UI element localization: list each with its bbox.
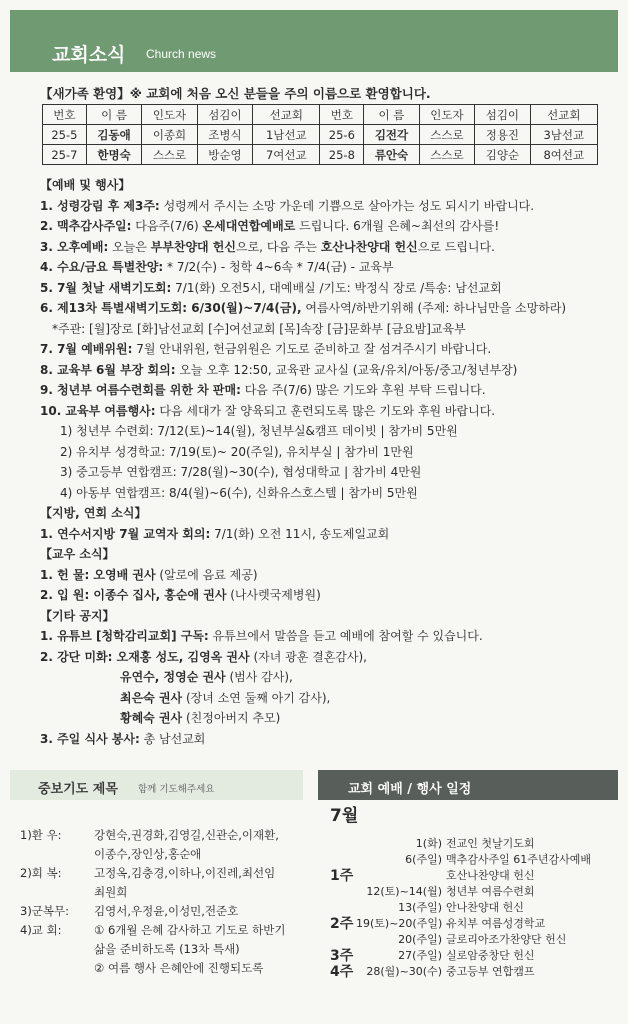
newcomers-heading: 【새가족 환영】※ 교회에 처음 오신 분들을 주의 이름으로 환영합니다. — [40, 86, 431, 101]
announcement-item — [40, 565, 615, 586]
table-cell: 3남선교 — [530, 125, 597, 145]
prayer-text: 김영서,우정윤,이성민,전준호 — [94, 904, 239, 918]
announcement-item — [40, 380, 615, 401]
table-cell: 1남선교 — [253, 125, 320, 145]
schedule-date: 13(주일) — [398, 901, 442, 914]
schedule-list — [330, 808, 620, 980]
schedule-row — [330, 868, 620, 884]
prayer-subtitle: 함께 기도해주세요 — [138, 784, 215, 795]
schedule-row — [330, 836, 620, 852]
schedule-week: 4주 — [330, 964, 354, 980]
column-header: 섬김이 — [475, 105, 530, 125]
prayer-text: ① 6개월 은혜 감사하고 기도로 하반기 — [94, 923, 286, 937]
prayer-text: 고정옥,김충경,이하나,이진레,최선임 — [94, 866, 276, 880]
announcement-item — [40, 729, 615, 750]
table-cell: 스스로 — [142, 145, 197, 165]
item-text: 2) 유치부 성경학교: 7/19(토)~ 20(주일), 유치부실 | 참가비 1만원 — [60, 444, 414, 459]
table-cell: 7여선교 — [253, 145, 320, 165]
item-emphasis: 7. 7월 예배위원: — [40, 342, 133, 356]
newcomers-table — [42, 104, 598, 165]
item-emphasis: 10. 교육부 여름행사: — [40, 403, 156, 418]
item-emphasis: 9. 청년부 여름수련회를 위한 차 판매: — [40, 383, 241, 397]
item-text: (장녀 소연 둘째 아기 감사), — [182, 690, 331, 705]
item-emphasis: 유연수, 정영순 권사 — [120, 670, 226, 684]
schedule-event: 전교인 첫날기도회 — [446, 837, 535, 850]
item-emphasis: 2. 강단 미화: 오재홍 성도, 김영옥 권사 — [40, 649, 250, 664]
schedule-week — [330, 836, 356, 852]
table-cell: 방순영 — [197, 145, 252, 165]
item-emphasis: 1. 성령강림 후 제3주: — [40, 198, 160, 213]
schedule-row — [330, 948, 620, 964]
schedule-section-header — [318, 770, 618, 800]
section-heading: 【예배 및 행사】 — [40, 178, 131, 192]
announcement-item — [40, 688, 615, 709]
column-header: 인도자 — [142, 105, 197, 125]
column-header: 선교회 — [530, 105, 597, 125]
prayer-title: 중보기도 제목 — [38, 782, 118, 797]
section-heading: 【기타 공지】 — [40, 608, 115, 623]
announcement-item — [40, 708, 615, 729]
column-header: 번호 — [43, 105, 87, 125]
item-emphasis: 4. 수요/금요 특별찬양: — [40, 260, 164, 274]
announcement-item — [40, 216, 615, 237]
item-text: (범사 감사), — [225, 670, 293, 684]
item-text: (나사렛국제병원) — [226, 588, 321, 602]
schedule-week: 2주 — [330, 916, 354, 932]
item-emphasis: 8. 교육부 6월 부장 회의: — [40, 362, 176, 377]
item-text: 으로, 다음 주는 — [236, 239, 321, 254]
item-text: 다음주(7/6) — [131, 219, 203, 233]
prayer-section-header — [10, 770, 303, 800]
table-cell: 류안숙 — [364, 145, 419, 165]
schedule-date: 19(토)~20(주일) — [356, 917, 443, 930]
prayer-item — [20, 826, 305, 864]
table-cell: 김양순 — [475, 145, 530, 165]
announcement-item — [40, 196, 615, 217]
table-row — [43, 125, 598, 145]
item-text: 유튜브에서 말씀을 듣고 예배에 참여할 수 있습니다. — [208, 629, 483, 643]
announcement-item — [40, 462, 615, 483]
item-emphasis: 2. 맥추감사주일: — [40, 219, 132, 233]
table-cell: 조병식 — [197, 125, 252, 145]
item-text: 여름사역/하반기위해 (주제: 하나님만을 소망하라) — [301, 301, 567, 315]
schedule-event: 맥추감사주일 61주년감사예배 — [446, 853, 592, 866]
prayer-text: 강현숙,권경화,김영길,신관순,이재환, — [94, 828, 279, 842]
table-cell: 25-6 — [320, 125, 364, 145]
item-text: 7월 안내위원, 헌금위원은 기도로 준비하고 잘 섬겨주시기 바랍니다. — [132, 342, 492, 356]
prayer-label: 2)회 복: — [20, 866, 62, 880]
schedule-week: 1주 — [330, 868, 354, 884]
schedule-event: 호산나찬양대 헌신 — [446, 869, 535, 882]
prayer-item — [20, 902, 305, 921]
announcement-item — [40, 442, 615, 463]
page-title: 교회소식 — [52, 44, 126, 66]
prayer-text: ② 여름 행사 은혜안에 진행되도록 — [94, 961, 264, 975]
prayer-text: 최원희 — [94, 885, 128, 899]
announcement-item — [40, 524, 615, 545]
item-text: (알로에 음료 제공) — [155, 567, 258, 582]
column-header: 이 름 — [364, 105, 419, 125]
item-text: 7/1(화) 오전5시, 대예배실 /기도: 박정식 장로 /특송: 남선교회 — [171, 280, 502, 295]
table-cell: 25-5 — [43, 125, 87, 145]
item-text: 7/1(화) 오전 11시, 송도제일교회 — [210, 526, 390, 541]
item-text: 다음 주(7/6) 많은 기도와 후원 부탁 드립니다. — [240, 383, 486, 397]
schedule-row — [330, 884, 620, 900]
column-header: 번호 — [320, 105, 364, 125]
schedule-week — [330, 900, 356, 916]
table-cell: 25-8 — [320, 145, 364, 165]
schedule-date: 28(월)~30(수) — [366, 965, 442, 978]
prayer-label: 4)교 회: — [20, 923, 62, 937]
item-text: 오늘은 — [108, 239, 151, 254]
table-cell: 정용진 — [475, 125, 530, 145]
announcement-item — [40, 667, 615, 688]
item-text: 1) 청년부 수련회: 7/12(토)~14(월), 청년부실&캠프 데이빗 | 참가비 5만원 — [60, 424, 458, 438]
schedule-date: 1(화) — [415, 837, 442, 850]
announcements — [40, 175, 615, 749]
section-heading: 【교우 소식】 — [40, 547, 115, 561]
prayer-label: 3)군복무: — [20, 904, 70, 918]
item-text: (친정아버지 추모) — [182, 711, 281, 725]
table-cell: 25-7 — [43, 145, 87, 165]
announcement-item — [40, 647, 615, 668]
table-cell: 스스로 — [419, 125, 474, 145]
announcement-item — [40, 237, 615, 258]
prayer-text: 삶을 준비하도록 (13차 특새) — [94, 942, 240, 956]
item-emphasis: 최은숙 권사 — [120, 690, 183, 705]
announcement-item — [40, 360, 615, 381]
table-header-row — [43, 105, 598, 125]
section-heading: 【지방, 연회 소식】 — [40, 506, 147, 520]
item-emphasis: 황혜숙 권사 — [120, 711, 183, 725]
schedule-week — [330, 932, 356, 948]
schedule-event: 안나찬양대 헌신 — [446, 901, 524, 914]
item-emphasis: 2. 입 원: 이종수 집사, 홍순애 권사 — [40, 588, 227, 602]
column-header: 선교회 — [253, 105, 320, 125]
schedule-event: 실로암중창단 헌신 — [446, 949, 535, 962]
item-emphasis: 3. 주일 식사 봉사: — [40, 731, 140, 746]
schedule-date: 12(토)~14(월) — [366, 885, 442, 898]
item-text: 4) 아동부 연합캠프: 8/4(월)~6(수), 신화유스호스텔 | 참가비 5만원 — [60, 485, 418, 500]
header-banner — [10, 10, 618, 72]
schedule-week — [330, 852, 356, 868]
table-cell: 김전각 — [364, 125, 419, 145]
item-emphasis: 3. 오후예배: — [40, 239, 109, 254]
schedule-row — [330, 852, 620, 868]
schedule-title: 교회 예배 / 행사 일정 — [348, 782, 472, 797]
table-cell: 이종희 — [142, 125, 197, 145]
table-row — [43, 145, 598, 165]
item-emphasis: 1. 헌 물: 오영배 권사 — [40, 567, 156, 582]
schedule-event: 청년부 여름수련회 — [446, 885, 535, 898]
prayer-item — [20, 921, 305, 978]
announcement-item — [40, 401, 615, 422]
page-subtitle: Church news — [146, 47, 217, 61]
schedule-week — [330, 884, 356, 900]
column-header: 인도자 — [419, 105, 474, 125]
schedule-event: 유치부 여름성경학교 — [446, 917, 546, 930]
announcement-item — [40, 319, 615, 340]
item-text: 3) 중고등부 연합캠프: 7/28(월)~30(수), 협성대학교 | 참가비 4만원 — [60, 465, 422, 479]
item-text: 다음 세대가 잘 양육되고 훈련되도록 많은 기도와 후원 바랍니다. — [155, 403, 496, 418]
table-cell: 한명숙 — [86, 145, 141, 165]
announcement-item — [40, 626, 615, 647]
prayer-label: 1)환 우: — [20, 828, 62, 842]
item-text: * 7/2(수) - 청학 4~6속 * 7/4(금) - 교육부 — [163, 260, 394, 274]
schedule-row — [330, 916, 620, 932]
item-text: 총 남선교회 — [139, 731, 206, 746]
table-cell: 스스로 — [419, 145, 474, 165]
schedule-week: 3주 — [330, 948, 354, 964]
table-cell: 김동애 — [86, 125, 141, 145]
schedule-event: 글로리아조가찬양단 헌신 — [446, 933, 567, 946]
schedule-date — [356, 868, 446, 884]
schedule-month: 7월 — [330, 806, 359, 826]
announcement-item — [40, 421, 615, 442]
prayer-item — [20, 864, 305, 902]
announcement-item — [40, 257, 615, 278]
prayer-list — [20, 826, 305, 978]
announcement-item — [40, 278, 615, 299]
item-text: *주관: [월]장로 [화]남선교회 [수]여선교회 [목]속장 [금]문화부 [금요밤]교육부 — [52, 321, 466, 336]
item-emphasis: 5. 7월 첫날 새벽기도회: — [40, 280, 172, 295]
announcement-item — [40, 585, 615, 606]
schedule-row — [330, 900, 620, 916]
schedule-event: 중고등부 연합캠프 — [446, 965, 535, 978]
item-emphasis: 1. 연수서지방 7월 교역자 회의: — [40, 526, 211, 541]
announcement-item — [40, 483, 615, 504]
announcement-item — [40, 298, 615, 319]
column-header: 섬김이 — [197, 105, 252, 125]
item-emphasis: 1. 유튜브 [청학감리교회] 구독: — [40, 629, 209, 643]
schedule-row — [330, 964, 620, 980]
table-cell: 8여선교 — [530, 145, 597, 165]
announcement-item — [40, 339, 615, 360]
item-text: 드립니다. 6개월 은혜~최선의 감사를! — [295, 219, 500, 233]
schedule-date: 20(주일) — [398, 933, 442, 946]
item-emphasis: 호산나찬양대 헌신 — [320, 239, 418, 254]
column-header: 이 름 — [86, 105, 141, 125]
item-text: 오늘 오후 12:50, 교육관 교사실 (교육/유치/아동/중고/청년부장) — [175, 362, 518, 377]
schedule-date: 6(주일) — [405, 853, 442, 866]
item-emphasis: 온세대연합예배로 — [202, 219, 296, 233]
item-emphasis: 6. 제13차 특별새벽기도회: 6/30(월)~7/4(금), — [40, 301, 302, 315]
item-text: 성령께서 주시는 소망 가운데 기쁨으로 살아가는 성도 되시기 바랍니다. — [159, 198, 535, 213]
item-emphasis: 부부찬양대 헌신 — [150, 239, 236, 254]
item-text: (자녀 광훈 결혼감사), — [249, 649, 367, 664]
schedule-row — [330, 932, 620, 948]
prayer-text: 이종수,장인상,홍순애 — [94, 847, 202, 861]
item-text: 으로 드립니다. — [417, 239, 495, 254]
schedule-date: 27(주일) — [398, 949, 442, 962]
